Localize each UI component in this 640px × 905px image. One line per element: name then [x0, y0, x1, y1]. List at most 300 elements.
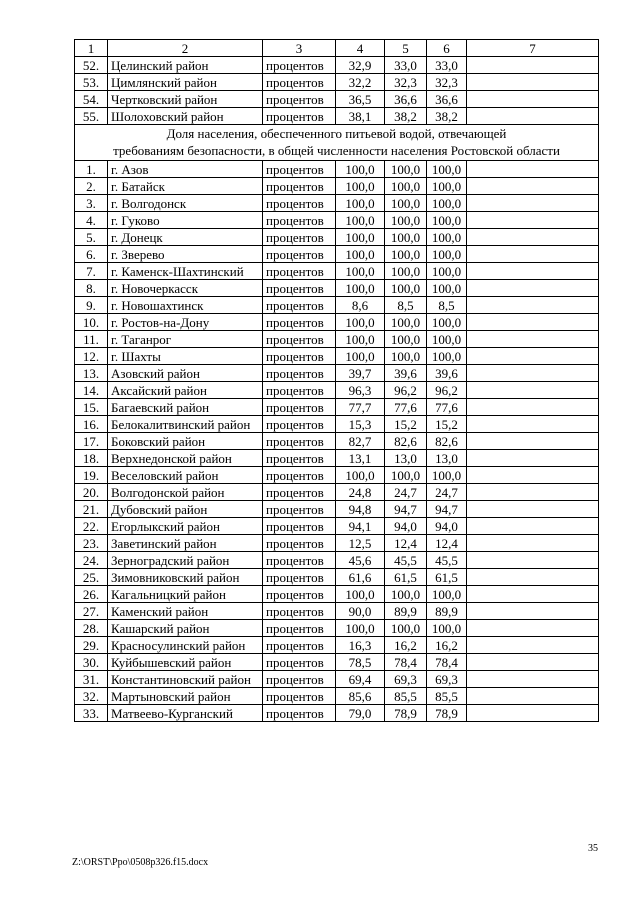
notes-cell: [467, 212, 599, 229]
notes-cell: [467, 399, 599, 416]
value-cell: 24,7: [427, 484, 467, 501]
unit-cell: процентов: [263, 552, 336, 569]
notes-cell: [467, 74, 599, 91]
table-row: [75, 637, 599, 654]
table-row: [75, 416, 599, 433]
value-cell: 36,6: [427, 91, 467, 108]
value-cell: 36,6: [385, 91, 427, 108]
value-cell: 32,3: [427, 74, 467, 91]
unit-cell: процентов: [263, 603, 336, 620]
unit-cell: процентов: [263, 195, 336, 212]
municipality-name-cell: Веселовский район: [108, 467, 263, 484]
table-row: [75, 297, 599, 314]
value-cell: 100,0: [385, 314, 427, 331]
unit-cell: процентов: [263, 382, 336, 399]
value-cell: 100,0: [336, 314, 385, 331]
table-row: [75, 467, 599, 484]
notes-cell: [467, 552, 599, 569]
value-cell: 100,0: [336, 586, 385, 603]
row-number-cell: 14.: [75, 382, 108, 399]
notes-cell: [467, 688, 599, 705]
notes-cell: [467, 263, 599, 280]
table-row: [75, 433, 599, 450]
value-cell: 39,6: [385, 365, 427, 382]
value-cell: 77,6: [385, 399, 427, 416]
value-cell: 96,2: [427, 382, 467, 399]
unit-cell: процентов: [263, 229, 336, 246]
municipality-name-cell: г. Новошахтинск: [108, 297, 263, 314]
value-cell: 12,4: [427, 535, 467, 552]
notes-cell: [467, 348, 599, 365]
row-number-cell: 17.: [75, 433, 108, 450]
unit-cell: процентов: [263, 331, 336, 348]
table-row: [75, 108, 599, 125]
notes-cell: [467, 314, 599, 331]
table-row: [75, 74, 599, 91]
municipality-name-cell: Матвеево-Курганский: [108, 705, 263, 722]
value-cell: 100,0: [336, 331, 385, 348]
unit-cell: процентов: [263, 178, 336, 195]
value-cell: 78,4: [385, 654, 427, 671]
value-cell: 96,3: [336, 382, 385, 399]
section-title-line: требованиям безопасности, в общей численности населения Ростовской области: [113, 143, 560, 158]
municipality-name-cell: Цимлянский район: [108, 74, 263, 91]
value-cell: 100,0: [427, 348, 467, 365]
value-cell: 16,3: [336, 637, 385, 654]
value-cell: 100,0: [385, 161, 427, 178]
municipality-name-cell: Красносулинский район: [108, 637, 263, 654]
notes-cell: [467, 108, 599, 125]
table-body: [75, 40, 599, 722]
municipality-name-cell: Аксайский район: [108, 382, 263, 399]
municipality-name-cell: г. Каменск-Шахтинский: [108, 263, 263, 280]
value-cell: 69,4: [336, 671, 385, 688]
unit-cell: процентов: [263, 212, 336, 229]
table-row: [75, 603, 599, 620]
table-row: [75, 620, 599, 637]
row-number-cell: 12.: [75, 348, 108, 365]
row-number-cell: 18.: [75, 450, 108, 467]
notes-cell: [467, 637, 599, 654]
value-cell: 100,0: [385, 263, 427, 280]
table-row: [75, 552, 599, 569]
value-cell: 82,7: [336, 433, 385, 450]
table-row: [75, 229, 599, 246]
notes-cell: [467, 91, 599, 108]
value-cell: 100,0: [385, 348, 427, 365]
unit-cell: процентов: [263, 246, 336, 263]
row-number-cell: 31.: [75, 671, 108, 688]
unit-cell: процентов: [263, 688, 336, 705]
value-cell: 8,5: [385, 297, 427, 314]
value-cell: 100,0: [336, 229, 385, 246]
table-row: [75, 586, 599, 603]
row-number-cell: 27.: [75, 603, 108, 620]
value-cell: 100,0: [336, 620, 385, 637]
row-number-cell: 20.: [75, 484, 108, 501]
municipality-name-cell: г. Новочеркасск: [108, 280, 263, 297]
row-number-cell: 32.: [75, 688, 108, 705]
row-number-cell: 29.: [75, 637, 108, 654]
municipality-name-cell: Зимовниковский район: [108, 569, 263, 586]
table-row: [75, 518, 599, 535]
row-number-cell: 7.: [75, 263, 108, 280]
value-cell: 39,6: [427, 365, 467, 382]
table-row: [75, 450, 599, 467]
row-number-cell: 28.: [75, 620, 108, 637]
value-cell: 12,4: [385, 535, 427, 552]
value-cell: 78,4: [427, 654, 467, 671]
unit-cell: процентов: [263, 637, 336, 654]
value-cell: 45,6: [336, 552, 385, 569]
unit-cell: процентов: [263, 365, 336, 382]
row-number-cell: 2.: [75, 178, 108, 195]
row-number-cell: 13.: [75, 365, 108, 382]
unit-cell: процентов: [263, 297, 336, 314]
value-cell: 33,0: [385, 57, 427, 74]
value-cell: 61,5: [427, 569, 467, 586]
value-cell: 100,0: [427, 280, 467, 297]
value-cell: 100,0: [336, 195, 385, 212]
value-cell: 100,0: [427, 229, 467, 246]
value-cell: 78,9: [385, 705, 427, 722]
table-row: [75, 280, 599, 297]
municipality-name-cell: Боковский район: [108, 433, 263, 450]
unit-cell: процентов: [263, 671, 336, 688]
municipality-name-cell: Заветинский район: [108, 535, 263, 552]
section-title-line: Доля населения, обеспеченного питьевой водой, отвечающей: [166, 126, 507, 141]
municipality-name-cell: г. Зверево: [108, 246, 263, 263]
value-cell: 94,7: [427, 501, 467, 518]
notes-cell: [467, 518, 599, 535]
table-row: [75, 365, 599, 382]
municipality-name-cell: Куйбышевский район: [108, 654, 263, 671]
value-cell: 32,9: [336, 57, 385, 74]
value-cell: 45,5: [385, 552, 427, 569]
notes-cell: [467, 297, 599, 314]
notes-cell: [467, 178, 599, 195]
value-cell: 77,7: [336, 399, 385, 416]
unit-cell: процентов: [263, 586, 336, 603]
value-cell: 100,0: [336, 348, 385, 365]
table-row: [75, 314, 599, 331]
value-cell: 82,6: [427, 433, 467, 450]
value-cell: 100,0: [336, 263, 385, 280]
row-number-cell: 26.: [75, 586, 108, 603]
row-number-cell: 25.: [75, 569, 108, 586]
municipality-name-cell: Дубовский район: [108, 501, 263, 518]
unit-cell: процентов: [263, 518, 336, 535]
value-cell: 16,2: [385, 637, 427, 654]
unit-cell: процентов: [263, 450, 336, 467]
municipality-name-cell: Каменский район: [108, 603, 263, 620]
municipality-name-cell: Константиновский район: [108, 671, 263, 688]
municipality-name-cell: г. Азов: [108, 161, 263, 178]
municipality-name-cell: Багаевский район: [108, 399, 263, 416]
value-cell: 85,5: [427, 688, 467, 705]
value-cell: 85,6: [336, 688, 385, 705]
unit-cell: процентов: [263, 416, 336, 433]
header-cell: 6: [427, 40, 467, 57]
value-cell: 94,0: [385, 518, 427, 535]
value-cell: 89,9: [427, 603, 467, 620]
value-cell: 38,2: [427, 108, 467, 125]
notes-cell: [467, 535, 599, 552]
table-row: [75, 246, 599, 263]
row-number-cell: 10.: [75, 314, 108, 331]
value-cell: 69,3: [385, 671, 427, 688]
notes-cell: [467, 229, 599, 246]
table-row: [75, 671, 599, 688]
unit-cell: процентов: [263, 535, 336, 552]
notes-cell: [467, 57, 599, 74]
row-number-cell: 8.: [75, 280, 108, 297]
municipality-name-cell: Азовский район: [108, 365, 263, 382]
row-number-cell: 54.: [75, 91, 108, 108]
value-cell: 100,0: [427, 586, 467, 603]
value-cell: 38,2: [385, 108, 427, 125]
municipality-name-cell: г. Ростов-на-Дону: [108, 314, 263, 331]
value-cell: 90,0: [336, 603, 385, 620]
table-row: [75, 654, 599, 671]
row-number-cell: 33.: [75, 705, 108, 722]
value-cell: 16,2: [427, 637, 467, 654]
indicator-table: [74, 39, 599, 722]
value-cell: 100,0: [385, 280, 427, 297]
municipality-name-cell: Волгодонской район: [108, 484, 263, 501]
table-row: [75, 535, 599, 552]
notes-cell: [467, 603, 599, 620]
header-cell: 2: [108, 40, 263, 57]
notes-cell: [467, 586, 599, 603]
value-cell: 39,7: [336, 365, 385, 382]
unit-cell: процентов: [263, 620, 336, 637]
table-row: [75, 263, 599, 280]
value-cell: 100,0: [427, 314, 467, 331]
unit-cell: процентов: [263, 705, 336, 722]
value-cell: 32,3: [385, 74, 427, 91]
value-cell: 100,0: [385, 229, 427, 246]
row-number-cell: 9.: [75, 297, 108, 314]
notes-cell: [467, 161, 599, 178]
value-cell: 77,6: [427, 399, 467, 416]
unit-cell: процентов: [263, 399, 336, 416]
unit-cell: процентов: [263, 484, 336, 501]
value-cell: 100,0: [385, 195, 427, 212]
municipality-name-cell: Кагальницкий район: [108, 586, 263, 603]
notes-cell: [467, 620, 599, 637]
row-number-cell: 15.: [75, 399, 108, 416]
column-numbers-row: [75, 40, 599, 57]
footer-file-path: Z:\ORST\Ppo\0508p326.f15.docx: [72, 857, 209, 868]
municipality-name-cell: г. Таганрог: [108, 331, 263, 348]
row-number-cell: 21.: [75, 501, 108, 518]
value-cell: 24,7: [385, 484, 427, 501]
value-cell: 78,5: [336, 654, 385, 671]
section-title: [75, 125, 599, 161]
table-row: [75, 195, 599, 212]
table-row: [75, 161, 599, 178]
notes-cell: [467, 433, 599, 450]
value-cell: 13,1: [336, 450, 385, 467]
value-cell: 100,0: [385, 467, 427, 484]
value-cell: 94,7: [385, 501, 427, 518]
unit-cell: процентов: [263, 263, 336, 280]
row-number-cell: 4.: [75, 212, 108, 229]
table-row: [75, 501, 599, 518]
value-cell: 79,0: [336, 705, 385, 722]
value-cell: 32,2: [336, 74, 385, 91]
municipality-name-cell: Зерноградский район: [108, 552, 263, 569]
notes-cell: [467, 671, 599, 688]
row-number-cell: 16.: [75, 416, 108, 433]
value-cell: 100,0: [427, 195, 467, 212]
unit-cell: процентов: [263, 57, 336, 74]
section-title-row: [75, 125, 599, 161]
value-cell: 100,0: [385, 246, 427, 263]
notes-cell: [467, 246, 599, 263]
municipality-name-cell: г. Волгодонск: [108, 195, 263, 212]
municipality-name-cell: Верхнедонской район: [108, 450, 263, 467]
unit-cell: процентов: [263, 74, 336, 91]
unit-cell: процентов: [263, 91, 336, 108]
value-cell: 15,2: [385, 416, 427, 433]
value-cell: 78,9: [427, 705, 467, 722]
table-row: [75, 348, 599, 365]
unit-cell: процентов: [263, 314, 336, 331]
value-cell: 100,0: [385, 586, 427, 603]
table-row: [75, 688, 599, 705]
table-row: [75, 57, 599, 74]
value-cell: 100,0: [336, 178, 385, 195]
header-cell: 4: [336, 40, 385, 57]
notes-cell: [467, 195, 599, 212]
municipality-name-cell: Целинский район: [108, 57, 263, 74]
value-cell: 94,1: [336, 518, 385, 535]
unit-cell: процентов: [263, 501, 336, 518]
value-cell: 85,5: [385, 688, 427, 705]
notes-cell: [467, 467, 599, 484]
table-row: [75, 705, 599, 722]
row-number-cell: 24.: [75, 552, 108, 569]
value-cell: 100,0: [336, 280, 385, 297]
value-cell: 100,0: [427, 620, 467, 637]
table-row: [75, 91, 599, 108]
value-cell: 100,0: [385, 212, 427, 229]
value-cell: 61,6: [336, 569, 385, 586]
value-cell: 100,0: [427, 263, 467, 280]
value-cell: 100,0: [385, 620, 427, 637]
notes-cell: [467, 484, 599, 501]
value-cell: 100,0: [336, 161, 385, 178]
value-cell: 13,0: [385, 450, 427, 467]
unit-cell: процентов: [263, 108, 336, 125]
municipality-name-cell: Егорлыкский район: [108, 518, 263, 535]
notes-cell: [467, 331, 599, 348]
row-number-cell: 1.: [75, 161, 108, 178]
value-cell: 8,5: [427, 297, 467, 314]
municipality-name-cell: Мартыновский район: [108, 688, 263, 705]
municipality-name-cell: г. Гуково: [108, 212, 263, 229]
value-cell: 100,0: [427, 178, 467, 195]
table-row: [75, 399, 599, 416]
row-number-cell: 22.: [75, 518, 108, 535]
value-cell: 69,3: [427, 671, 467, 688]
unit-cell: процентов: [263, 654, 336, 671]
header-cell: 1: [75, 40, 108, 57]
municipality-name-cell: Кашарский район: [108, 620, 263, 637]
value-cell: 100,0: [385, 331, 427, 348]
header-cell: 7: [467, 40, 599, 57]
notes-cell: [467, 501, 599, 518]
row-number-cell: 5.: [75, 229, 108, 246]
notes-cell: [467, 705, 599, 722]
table-row: [75, 484, 599, 501]
municipality-name-cell: Чертковский район: [108, 91, 263, 108]
municipality-name-cell: г. Шахты: [108, 348, 263, 365]
value-cell: 36,5: [336, 91, 385, 108]
row-number-cell: 30.: [75, 654, 108, 671]
value-cell: 100,0: [336, 467, 385, 484]
value-cell: 100,0: [336, 212, 385, 229]
table-row: [75, 212, 599, 229]
value-cell: 33,0: [427, 57, 467, 74]
notes-cell: [467, 654, 599, 671]
value-cell: 89,9: [385, 603, 427, 620]
value-cell: 12,5: [336, 535, 385, 552]
notes-cell: [467, 450, 599, 467]
row-number-cell: 53.: [75, 74, 108, 91]
unit-cell: процентов: [263, 467, 336, 484]
row-number-cell: 6.: [75, 246, 108, 263]
row-number-cell: 23.: [75, 535, 108, 552]
row-number-cell: 19.: [75, 467, 108, 484]
value-cell: 38,1: [336, 108, 385, 125]
table-row: [75, 569, 599, 586]
value-cell: 94,8: [336, 501, 385, 518]
value-cell: 100,0: [385, 178, 427, 195]
unit-cell: процентов: [263, 569, 336, 586]
value-cell: 100,0: [427, 467, 467, 484]
value-cell: 45,5: [427, 552, 467, 569]
value-cell: 24,8: [336, 484, 385, 501]
unit-cell: процентов: [263, 280, 336, 297]
value-cell: 94,0: [427, 518, 467, 535]
table-row: [75, 382, 599, 399]
notes-cell: [467, 416, 599, 433]
row-number-cell: 52.: [75, 57, 108, 74]
unit-cell: процентов: [263, 433, 336, 450]
value-cell: 100,0: [427, 246, 467, 263]
value-cell: 96,2: [385, 382, 427, 399]
municipality-name-cell: г. Донецк: [108, 229, 263, 246]
value-cell: 100,0: [427, 161, 467, 178]
notes-cell: [467, 569, 599, 586]
table-row: [75, 331, 599, 348]
value-cell: 13,0: [427, 450, 467, 467]
row-number-cell: 3.: [75, 195, 108, 212]
value-cell: 15,3: [336, 416, 385, 433]
unit-cell: процентов: [263, 161, 336, 178]
header-cell: 3: [263, 40, 336, 57]
notes-cell: [467, 382, 599, 399]
notes-cell: [467, 365, 599, 382]
row-number-cell: 55.: [75, 108, 108, 125]
notes-cell: [467, 280, 599, 297]
municipality-name-cell: г. Батайск: [108, 178, 263, 195]
value-cell: 82,6: [385, 433, 427, 450]
municipality-name-cell: Белокалитвинский район: [108, 416, 263, 433]
